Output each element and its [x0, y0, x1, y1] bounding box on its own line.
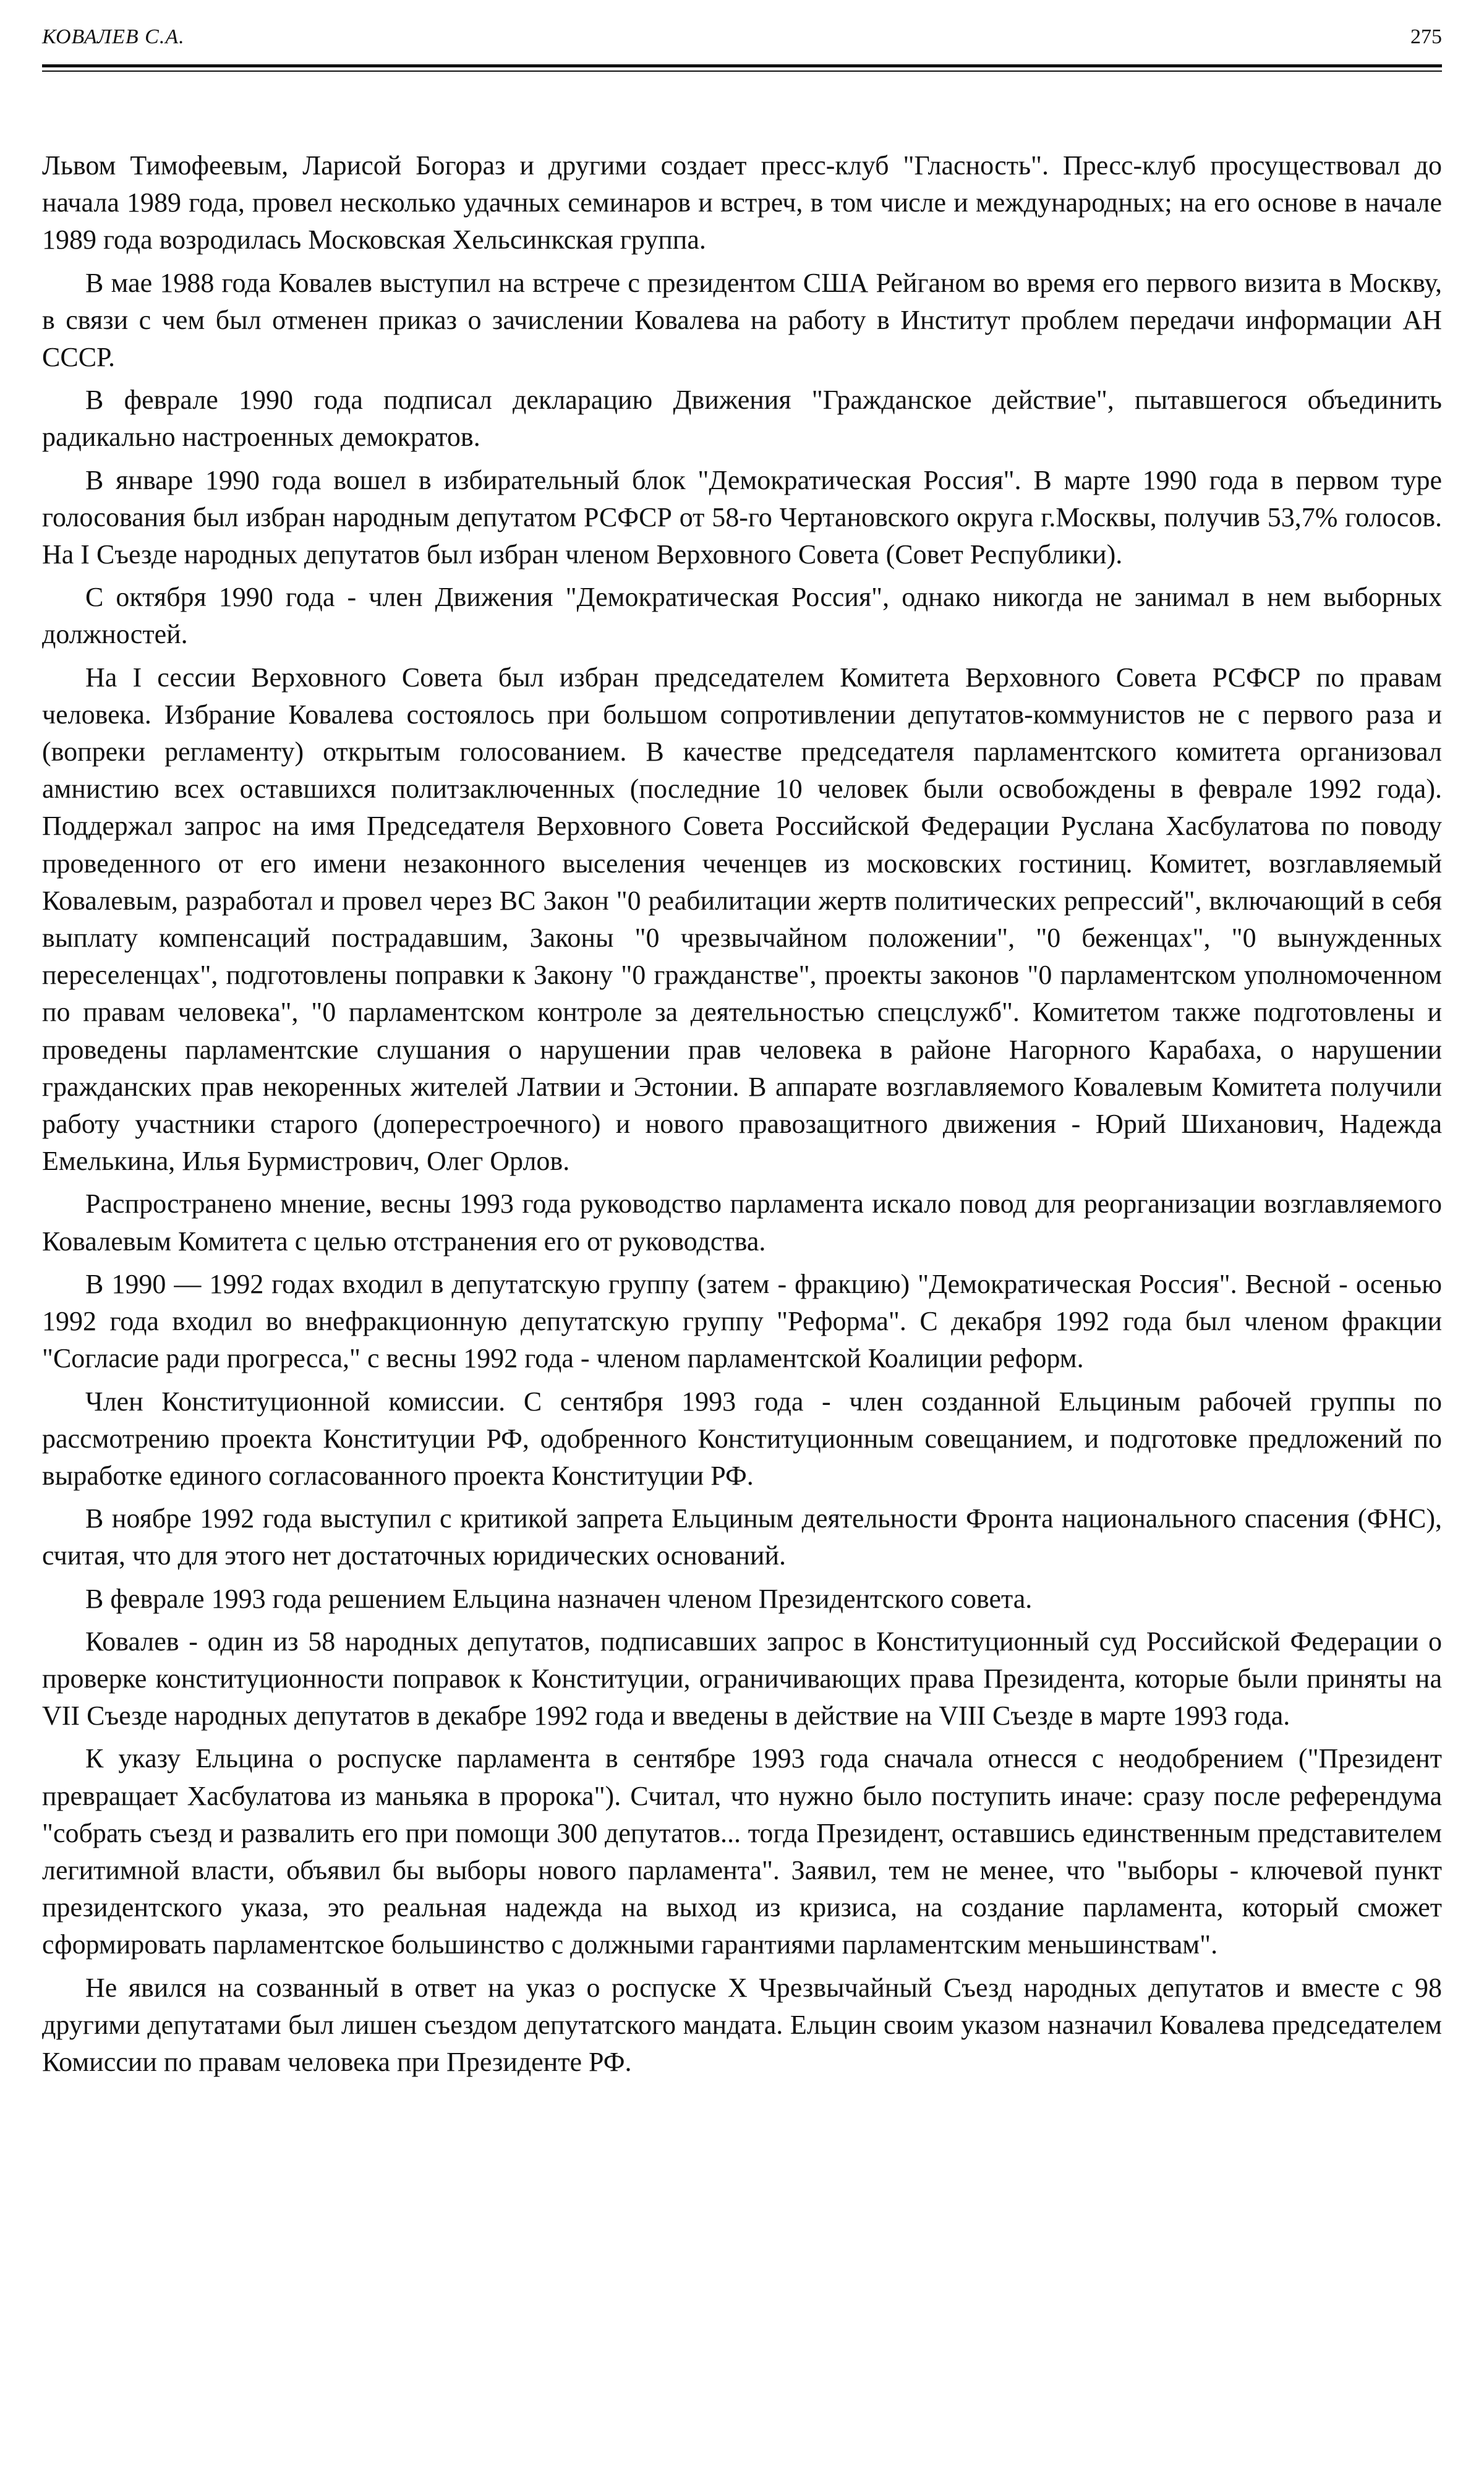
paragraph: Распространено мнение, весны 1993 года руководство парламента искало повод для реорганизации возглавляемого Ковалевым Комитета с целью отстранения его от руководства. — [42, 1188, 1442, 1257]
page-number: 275 — [1410, 25, 1442, 48]
paragraph: В 1990 — 1992 годах входил в депутатскую группу (затем - фракцию) "Демократическая Россия". Весной - осенью 1992 года входил во внефракционную депутатскую группу "Реформа". С декабря 1992 года был членом фракции "Согласие ради прогресса," с весны 1992 года - членом парламентской Коалиции реформ. — [42, 1268, 1442, 1374]
paragraph: Не явился на созванный в ответ на указ о роспуске X Чрезвычайный Съезд народных депутатов и вместе с 98 другими депутатами был лишен съездом депутатского мандата. Ельцин своим указом назначил Ковалева председателем Комиссии по правам человека при Президенте РФ. — [42, 1972, 1442, 2077]
header-rule-thin — [42, 70, 1442, 72]
paragraph: Львом Тимофеевым, Ларисой Богораз и другими создает пресс-клуб "Гласность". Пресс-клуб просуществовал до начала 1989 года, провел несколько удачных семинаров и встреч, в том числе и международных; на его основе в начале 1989 года возродилась Московская Хельсинкская группа. — [42, 150, 1442, 255]
paragraph: На I сессии Верховного Совета был избран председателем Комитета Верховного Совета РСФСР по правам человека. Избрание Ковалева состоялось при большом сопротивлении депутатов-коммунистов не с первого раза и (вопреки регламенту) открытым голосованием. В качестве председателя парламентского комитета организовал амнистию всех оставшихся политзаключенных (последние 10 человек были освобождены в феврале 1992 года). Поддержал запрос на имя Председателя Верховного Совета Российской Федерации Руслана Хасбулатова по поводу проведенного от его имени незаконного выселения чеченцев из московских гостиниц. Комитет, возглавляемый Ковалевым, разработал и провел через ВС Закон "0 реабилитации жертв политических репрессий", включающий в себя выплату компенсаций пострадавшим, Законы "0 чрезвычайном положении", "0 беженцах", "0 вынужденных переселенцах", подготовлены поправки к Закону "0 гражданстве", проекты законов "0 парламентском уполномоченном по правам человека", "0 парламентском контроле за деятельностью спецслужб". Комитетом также подготовлены и проведены парламентские слушания о нарушении прав человека в районе Нагорного Карабаха, о нарушении гражданских прав некоренных жителей Латвии и Эстонии. В аппарате возглавляемого Ковалевым Комитета получили работу участники старого (доперестроечного) и нового правозащитного движения - Юрий Шиханович, Надежда Емелькина, Илья Бурмистрович, Олег Орлов. — [42, 662, 1442, 1177]
header-rule-thick — [42, 64, 1442, 67]
paragraph: В январе 1990 года вошел в избирательный блок "Демократическая Россия". В марте 1990 года в первом туре голосования был избран народным депутатом РСФСР от 58-го Чертановского округа г.Москвы, получив 53,7% голосов. На I Съезде народных депутатов был избран членом Верховного Совета (Совет Республики). — [42, 464, 1442, 570]
paragraph: Член Конституционной комиссии. С сентября 1993 года - член созданной Ельциным рабочей группы по рассмотрению проекта Конституции РФ, одобренного Конституционным совещанием, и подготовке предложений по выработке единого согласованного проекта Конституции РФ. — [42, 1386, 1442, 1491]
header-author: КОВАЛЕВ С.А. — [42, 25, 185, 48]
body-text — [42, 147, 1442, 2086]
paragraph: К указу Ельцина о роспуске парламента в сентябре 1993 года сначала отнесся с неодобрением ("Президент превращает Хасбулатова из маньяка в пророка"). Считал, что нужно было поступить иначе: сразу после референдума "собрать съезд и развалить его при помощи 300 депутатов... тогда Президент, оставшись единственным представителем легитимной власти, объявил бы выборы нового парламента". Заявил, тем не менее, что "выборы - ключевой пункт президентского указа, это реальная надежда на выход из кризиса, на создание парламента, который сможет сформировать парламентское большинство с должными гарантиями парламентским меньшинствам". — [42, 1743, 1442, 1960]
paragraph: В феврале 1990 года подписал декларацию Движения "Гражданское действие", пытавшегося объединить радикально настроенных демократов. — [42, 385, 1442, 453]
paragraph: С октября 1990 года - член Движения "Демократическая Россия", однако никогда не занимал в нем выборных должностей. — [42, 582, 1442, 650]
paragraph: В ноябре 1992 года выступил с критикой запрета Ельциным деятельности Фронта национального спасения (ФНС), считая, что для этого нет достаточных юридических оснований. — [42, 1503, 1442, 1571]
paragraph: Ковалев - один из 58 народных депутатов, подписавших запрос в Конституционный суд Российской Федерации о проверке конституционности поправок к Конституции, ограничивающих права Президента, которые были приняты на VII Съезде народных депутатов в декабре 1992 года и введены в действие на VIII Съезде в марте 1993 года. — [42, 1626, 1442, 1731]
paragraph: В мае 1988 года Ковалев выступил на встрече с президентом США Рейганом во время его первого визита в Москву, в связи с чем был отменен приказ о зачислении Ковалева на работу в Институт проблем передачи информации АН СССР. — [42, 267, 1442, 373]
paragraph: В феврале 1993 года решением Ельцина назначен членом Президентского совета. — [85, 1583, 1033, 1614]
running-header — [42, 19, 1442, 56]
